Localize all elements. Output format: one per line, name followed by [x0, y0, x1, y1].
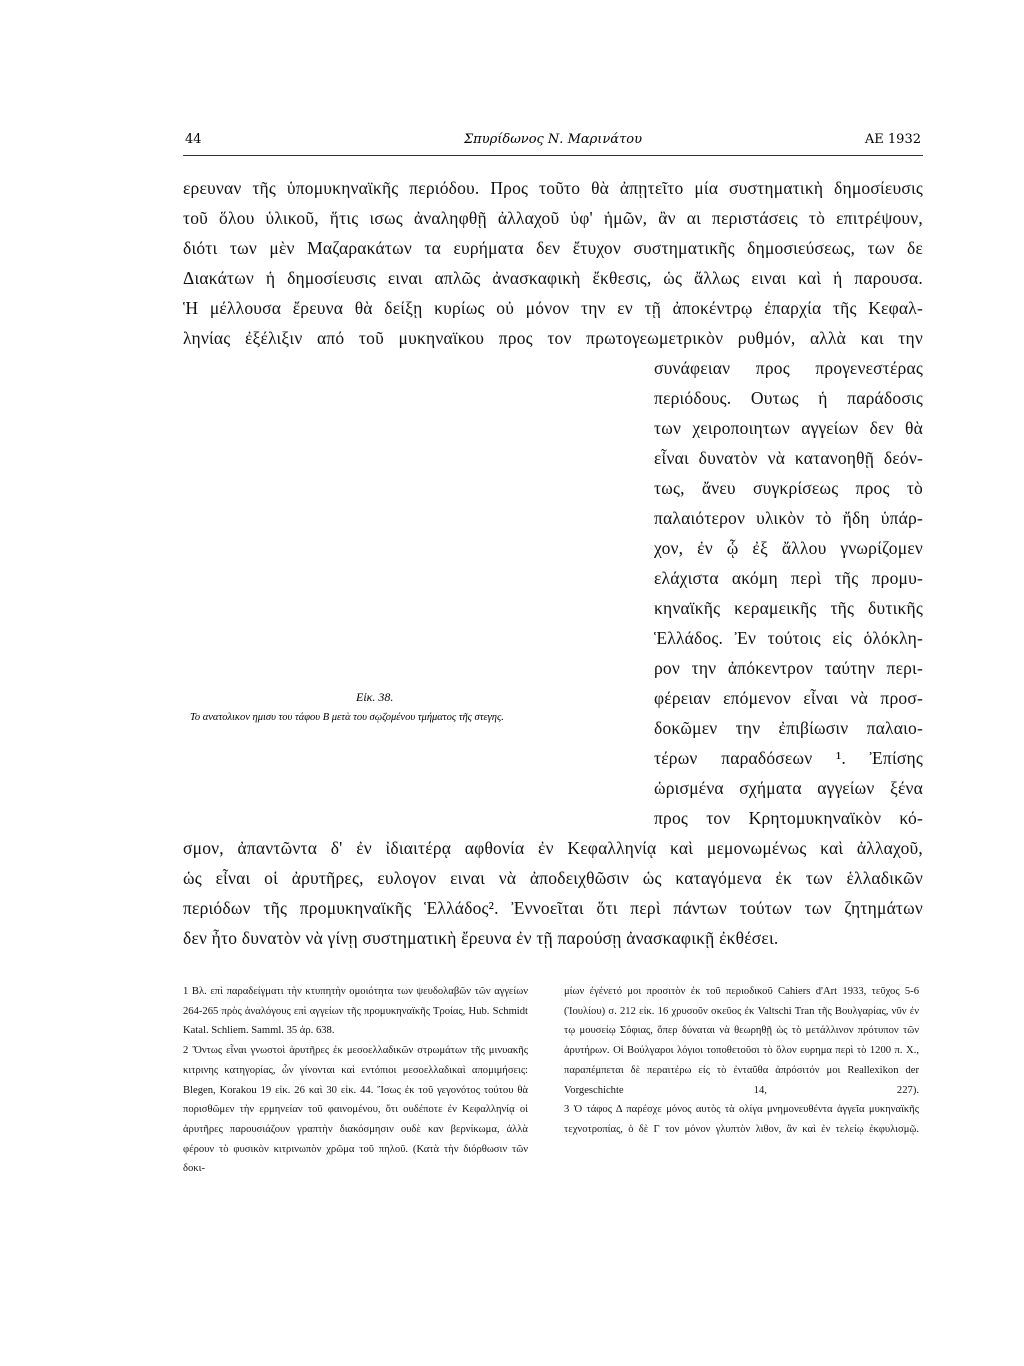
column-line: συνάφειαν προς προγενεστέρας	[654, 358, 923, 378]
body-line: περιόδων τῆς προμυκηναϊκῆς Ἑλλάδος². Ἐννοεῖται ὅτι περὶ πάντων τούτων των ζητημάτων	[183, 898, 923, 918]
column-line: Ἑλλάδος. Ἐν τούτοις εἰς ὁλόκλη-	[654, 628, 923, 648]
figure-caption: Το ανατολικον ημισυ του τάφου Β μετὰ του σῳζομένου τμήματος τῆς στεγης.	[190, 712, 504, 723]
column-line: των χειροποιητων αγγείων δεν θὰ	[654, 418, 923, 438]
column-line: προς τον Κρητομυκηναϊκὸν κό-	[654, 808, 923, 828]
running-head-journal: ΑΕ 1932	[864, 132, 921, 147]
figure-photo-placeholder	[183, 360, 641, 685]
footnote: 3 Ὁ τάφος Δ παρέσχε μόνος αυτὸς τὰ ολίγα μνημονευθέντα ἀγγεῖα μυκηναϊκῆς τεχνοτροπίας, ὁ δὲ Γ τον μόνον γλυπτὸν λιθον, ἂν καὶ ἐν τελείῳ ἐκφυλισμῷ.	[564, 1104, 919, 1135]
column-line: τως, ἄνευ συγκρίσεως προς τὸ	[654, 478, 923, 498]
running-head	[183, 129, 923, 159]
body-line: δεν ἦτο δυνατὸν νὰ γίνῃ συστηματικὴ ἔρευνα ἐν τῇ παρούσῃ ἀνασκαφικῇ ἐκθέσει.	[183, 928, 779, 948]
column-line: παλαιότερον υλικὸν τὸ ἤδη ὑπάρ-	[654, 508, 923, 528]
body-line: Διακάτων ἡ δημοσίευσις ειναι απλῶς ἀνασκαφικὴ ἔκθεσις, ὡς ἄλλως ειναι καὶ ἡ παρουσα.	[183, 268, 923, 288]
column-line: δοκῶμεν την ἐπιβίωσιν παλαιο-	[654, 718, 923, 738]
body-line: τοῦ ὅλου ὑλικοῦ, ἥτις ισως ἀναληφθῇ ἀλλαχοῦ ὑφ' ἡμῶν, ἂν αι περιστάσεις τὸ επιτρέψουν,	[183, 208, 923, 228]
header-rule	[183, 155, 923, 156]
body-line: διότι των μὲν Μαζαρακάτων τα ευρήματα δεν ἔτυχον συστηματικῆς δημοσιεύσεως, των δε	[183, 238, 923, 258]
column-line: τέρων παραδόσεων ¹. Ἐπίσης	[654, 748, 923, 768]
column-line: χον, ἐν ᾧ ἐξ ἄλλου γνωρίζομεν	[654, 538, 923, 558]
column-line: ὡρισμένα σχήματα αγγείων ξένα	[654, 778, 923, 798]
footnotes-left-column	[183, 982, 528, 1179]
column-line: εἶναι δυνατὸν νὰ κατανοηθῇ δεόν-	[654, 448, 923, 468]
body-line: ληνίας ἐξέλιξιν από τοῦ μυκηναϊκου προς τον πρωτογεωμετρικὸν ρυθμόν, αλλὰ και την	[183, 328, 923, 348]
body-line: σμον, ἀπαντῶντα δ' ἐν ἰδιαιτέρᾳ αφθονία ἐν Κεφαλληνίᾳ καὶ μεμονωμένως καὶ ἀλλαχοῦ,	[183, 838, 923, 858]
footnote: μίων ἐγένετό μοι προσιτὸν ἐκ τοῦ περιοδικοῦ Cahiers d'Art 1933, τεῦχος 5-6 (Ἰουλίου) σ. 212 εἰκ. 16 χρυσοῦν σκεῦος ἐκ Valtschi Tran τῆς Βουλγαρίας, νῦν ἐν τῳ μουσείῳ Σόφιας, ὅπερ δύναται νὰ θεωρηθῇ ὡς τὸ μετάλλινον πρότυπον τῶν ἀρυτήρων. Οἱ Βούλγαροι λόγιοι τοποθετοῦσι τὸ ὅλον ευρημα περὶ τὸ 1200 π. Χ., παραπέμπεται δὲ περαιτέρω εἰς τὸ ἐνταῦθα ἀπρόσιτόν μοι Reallexikon der Vorgeschichte 14, 227).	[564, 986, 919, 1096]
column-line: φέρειαν επόμενον εἶναι νὰ προσ-	[654, 688, 923, 708]
body-line: Ἡ μέλλουσα ἔρευνα θὰ δείξῃ κυρίως οὐ μόνον την εν τῇ ἀποκέντρῳ ἐπαρχία τῆς Κεφαλ-	[183, 298, 923, 318]
body-line: ὡς εἶναι οἱ ἀρυτῆρες, ευλογον ειναι νὰ ἀποδειχθῶσιν ὡς καταγόμενα ἐκ των ἑλλαδικῶν	[183, 868, 923, 888]
footnote: 1 Βλ. επὶ παραδείγματι τὴν κτυπητὴν ομοιότητα των ψευδολαβῶν τῶν αγγείων 264-265 πρὸς ἀναλόγους επὶ αγγείων τῆς προμυκηναϊκῆς Τροίας, Hub. Schmidt Katal. Schliem. Samml. 35 ἀρ. 638.	[183, 986, 528, 1037]
figure-number: Εἰκ. 38.	[356, 690, 394, 704]
column-line: ρον την ἀπόκεντρον ταύτην περι-	[654, 658, 923, 678]
column-line: ελάχιστα ακόμη περὶ τῆς προμυ-	[654, 568, 923, 588]
column-line: περιόδους. Ουτως ἡ παράδοσις	[654, 388, 923, 408]
page-number: 44	[185, 132, 202, 147]
running-head-author: Σπυρίδωνος Ν. Μαρινάτου	[463, 132, 643, 147]
column-line: κηναϊκῆς κεραμεικῆς τῆς δυτικῆς	[654, 598, 923, 618]
footnote: 2 Ὄντως εἶναι γνωστοὶ ἀρυτῆρες ἐκ μεσοελλαδικῶν στρωμάτων τῆς μινυακῆς κιτρινης κατηγορίας, ὧν γίνονται καὶ εντόπιοι μεσοελλαδικαὶ απομιμήσεις: Blegen, Korakou 19 εἰκ. 26 καὶ 30 εἰκ. 44. Ἴσως ἐκ τοῦ γεγονότος τούτου θὰ πορισθῶμεν τὴν ερμηνείαν τοῦ φαινομένου, ὅτι ουδέποτε ἐν Κεφαλληνίᾳ οἱ ἀρυτῆρες παρουσιάζουν γραπτὴν διακόσμησιν ουδὲ καν βερνίκωμα, ἀλλὰ φέρουν τὸ φυσικὸν κιτρινωπὸν χρῶμα τοῦ πηλοῦ. (Κατὰ τὴν διόρθωσιν τῶν δοκι-	[183, 1045, 528, 1175]
body-line: ερευναν τῆς ὑπομυκηναϊκῆς περιόδου. Προς τοῦτο θὰ ἀπῃτεῖτο μία συστηματικὴ δημοσίευσις	[183, 178, 923, 198]
footnotes-right-column	[564, 982, 919, 1140]
